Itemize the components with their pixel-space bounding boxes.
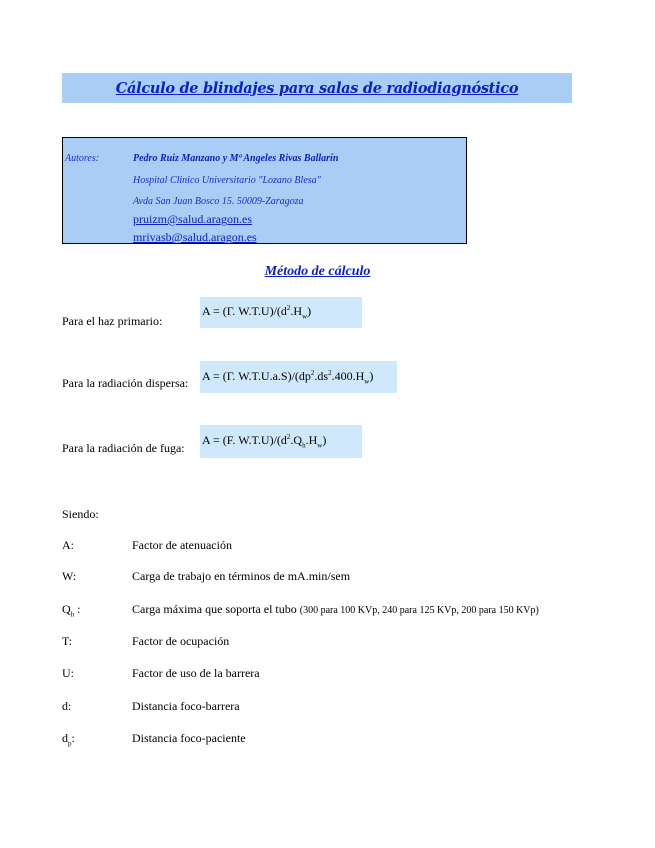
authors-names: Pedro Ruiz Manzano y Mª Angeles Rivas Ballarín — [133, 153, 339, 164]
formula-primary — [200, 297, 362, 328]
def-text-dp: Distancia foco-paciente — [132, 731, 246, 745]
def-text-u: Factor de uso de la barrera — [132, 666, 260, 680]
method-heading: Método de cálculo — [264, 264, 371, 279]
formula-scatter — [200, 361, 397, 393]
email-link-1[interactable]: pruizm@salud.aragon.es — [133, 212, 253, 226]
def-text-d: Distancia foco-barrera — [132, 699, 240, 713]
def-text-a: Factor de atenuación — [132, 538, 232, 552]
page-title: Cálculo de blindajes para salas de radiodiagnóstico — [115, 79, 519, 97]
hospital-address: Avda San Juan Bosco 15. 50009-Zaragoza — [133, 196, 304, 207]
def-note-qh: (300 para 100 KVp, 240 para 125 KVp, 200 para 150 KVp) — [299, 605, 539, 616]
siendo-label: Siendo: — [62, 507, 99, 521]
title-bar — [62, 73, 572, 103]
authors-label: Autores: — [65, 153, 100, 164]
def-text-t: Factor de ocupación — [132, 634, 230, 648]
def-symbol-a: A: — [62, 538, 74, 552]
formula-label-scatter: Para la radiación dispersa: — [62, 376, 189, 390]
def-symbol-dp: $d_p$: — [62, 731, 75, 748]
hospital-name: Hospital Clinico Universitario "Lozano Blesa" — [133, 175, 321, 186]
def-symbol-d: d: — [62, 699, 72, 713]
def-symbol-w: W: — [62, 569, 77, 583]
email-link-2[interactable]: mrivasb@salud.aragon.es — [133, 230, 257, 244]
formula-label-leakage: Para la radiación de fuga: — [62, 441, 185, 455]
def-text-w: Carga de trabajo en términos de mA.min/sem — [132, 569, 351, 583]
def-symbol-qh: $Q_h$ : — [62, 602, 81, 619]
formula-scatter-text: A = (Γ. $W.T.U.a.S)/(dp^2.ds^2.400.H_w)$ — [202, 368, 374, 386]
formula-primary-text: A = (Γ. $W.T.U)/(d^2.H_w)$ — [202, 304, 312, 321]
authors-box — [62, 137, 467, 244]
formula-leakage-text: A = (F. $W.T.U)/(d^2.Q_h.H_w)$ — [202, 433, 327, 450]
def-text-qh-main: Carga máxima que soporta el tubo — [132, 602, 300, 616]
formula-leakage — [200, 425, 362, 458]
def-text-qh — [132, 602, 539, 617]
def-symbol-t: T: — [62, 634, 73, 648]
formula-label-primary: Para el haz primario: — [62, 314, 163, 328]
def-symbol-u: U: — [62, 666, 74, 680]
